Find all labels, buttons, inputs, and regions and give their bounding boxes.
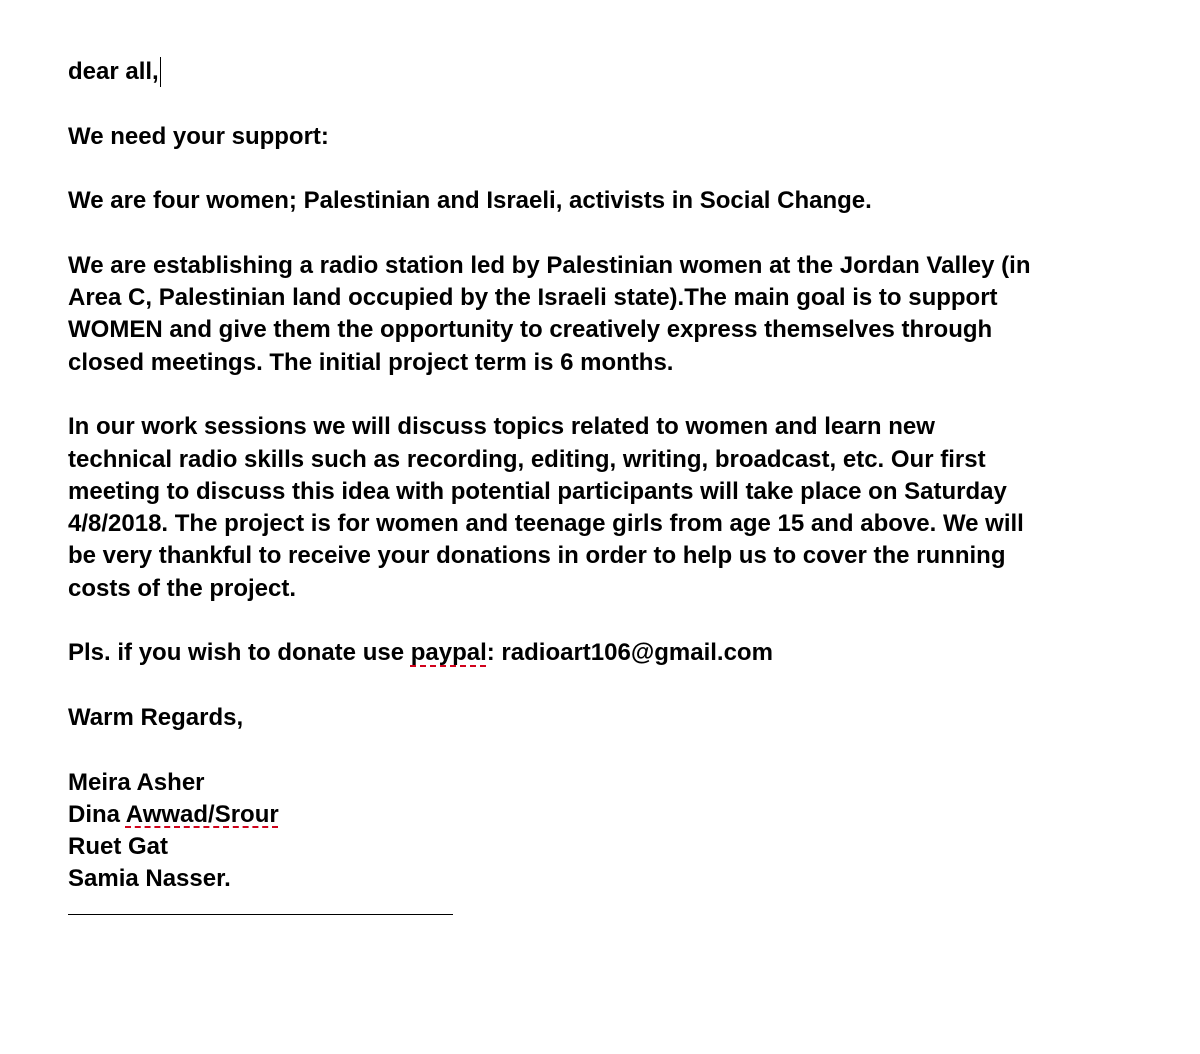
paragraph-line: WOMEN and give them the opportunity to creatively express themselves through — [68, 316, 993, 344]
project-description-paragraph — [68, 250, 1178, 379]
greeting-paragraph — [68, 56, 1178, 88]
signature-underline — [68, 914, 453, 915]
donation-separator: : — [486, 639, 502, 667]
paragraph-line: closed meetings. The initial project term is 6 months. — [68, 348, 674, 376]
paragraph-line: In our work sessions we will discuss topics related to women and learn new — [68, 413, 935, 441]
introduction-paragraph — [68, 185, 1178, 217]
signature-name: Samia Nasser. — [68, 865, 231, 893]
signature-first-name: Dina — [68, 800, 126, 828]
signature-name: Meira Asher — [68, 768, 205, 796]
paragraph-line: be very thankful to receive your donations in order to help us to cover the running — [68, 542, 1006, 570]
closing-text: Warm Regards, — [68, 703, 244, 731]
support-request-paragraph — [68, 121, 1178, 153]
work-sessions-paragraph — [68, 411, 1178, 605]
paragraph-line: Area C, Palestinian land occupied by the Israeli state).The main goal is to support — [68, 284, 998, 312]
paragraph-line: meeting to discuss this idea with potential participants will take place on Saturday — [68, 477, 1007, 505]
donation-email: radioart106@gmail.com — [501, 639, 773, 667]
signature-name — [68, 799, 1178, 831]
paragraph-line: We are establishing a radio station led by Palestinian women at the Jordan Valley (in — [68, 251, 1031, 279]
signature-block — [68, 767, 1178, 915]
text-cursor — [160, 57, 162, 87]
signature-name: Ruet Gat — [68, 833, 169, 861]
greeting-text: dear all, — [68, 58, 159, 85]
introduction-text: We are four women; Palestinian and Israeli, activists in Social Change. — [68, 187, 872, 215]
paragraph-line: technical radio skills such as recording, editing, writing, broadcast, etc. Our first — [68, 445, 986, 473]
signature-last-name-misspelled: Awwad/Srour — [125, 800, 279, 828]
letter-document — [68, 56, 1178, 915]
closing-paragraph — [68, 702, 1178, 734]
paragraph-line: costs of the project. — [68, 574, 297, 602]
donation-paragraph — [68, 637, 1178, 669]
support-request-text: We need your support: — [68, 122, 329, 150]
paypal-word-misspelled: paypal — [410, 639, 487, 667]
paragraph-line: 4/8/2018. The project is for women and teenage girls from age 15 and above. We will — [68, 510, 1024, 538]
donation-prefix: Pls. if you wish to donate use — [68, 639, 411, 667]
